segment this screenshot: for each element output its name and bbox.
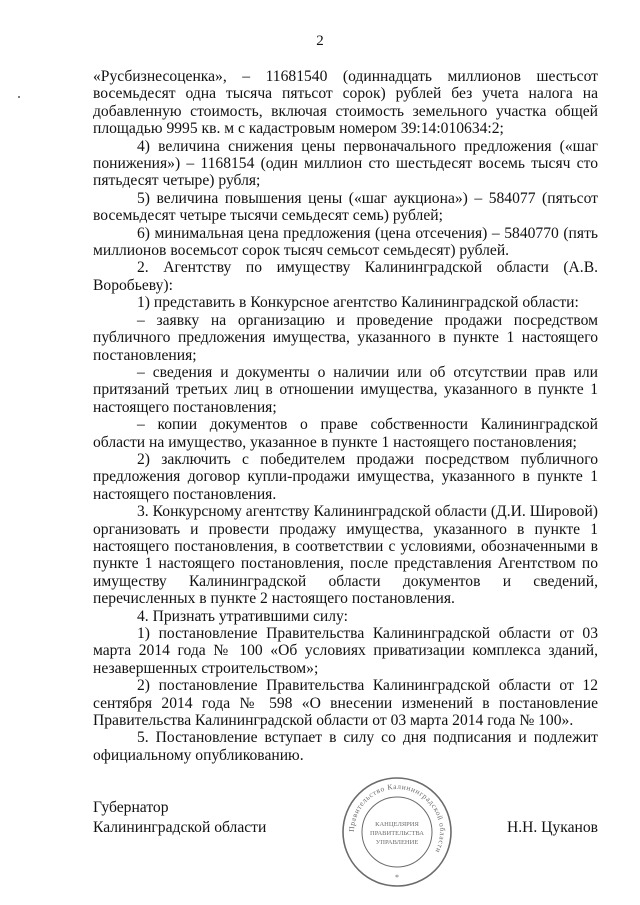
paragraph-section-3: 3. Конкурсному агентству Калининградской области (Д.И. Шировой) организовать и провести продажу имущества, указанного в пункте 1 настоящего постановления, в соответствии с условиями, обозначенными в пункте 1 настоящего постановления, после представления Агентством по имуществу Калининградской области документов и сведений, перечисленных в пункте 2 настоящего постановления. — [93, 503, 598, 608]
signatory-title-line2: Калининградской области — [93, 819, 267, 836]
paragraph-section-2: 2. Агентству по имуществу Калининградской области (А.В. Воробьеву): — [93, 259, 598, 294]
signatory-title-line1: Губернатор — [93, 799, 169, 816]
seal-star-icon: * — [395, 873, 399, 882]
signatory-title — [93, 798, 266, 838]
paragraph-section-2-item-1: 1) представить в Конкурсное агентство Калининградской области: — [137, 294, 579, 312]
paragraph-dash-request: – заявку на организацию и проведение продажи посредством публичного предложения имущества, указанного в пункте 1 настоящего постановления; — [93, 311, 598, 364]
official-seal — [341, 776, 453, 888]
paragraph-continuation: «Русбизнесоценка», – 11681540 (одиннадцать миллионов шестьсот восемьдесят одна тысяча пятьсот сорок) рублей без учета налога на добавленную стоимость, включая стоимость земельного участка общей площадью 9995 кв. м с кадастровым номером 39:14:010634:2; — [93, 68, 598, 138]
document-body — [93, 68, 598, 764]
seal-center-line3: УПРАВЛЕНИЕ — [375, 839, 419, 846]
seal-ring-text: Правительство Калининградской области — [346, 781, 448, 855]
paragraph-section-4: 4. Признать утратившими силу: — [137, 607, 348, 625]
page-number: 2 — [316, 33, 324, 49]
paragraph-section-4-item-2: 2) постановление Правительства Калининградской области от 12 сентября 2014 года № 598 «О внесении изменений в постановление Правительства Калининградской области от 03 марта 2014 года № 100». — [93, 677, 598, 730]
seal-center-line2: ПРАВИТЕЛЬСТВА — [370, 830, 424, 837]
paragraph-dash-copies: – копии документов о праве собственности Калининградской области на имущество, указанное в пункте 1 настоящего постановления; — [93, 416, 598, 451]
scan-speck — [18, 96, 20, 98]
paragraph-item-6: 6) минимальная цена предложения (цена отсечения) – 5840770 (пять миллионов восемьсот сорок тысяч семьсот семьдесят) рублей. — [93, 224, 598, 260]
signatory-name: Н.Н. Цуканов — [506, 819, 598, 836]
paragraph-item-5: 5) величина повышения цены («шаг аукциона») – 584077 (пятьсот восемьдесят четыре тысячи семьдесят семь) рублей; — [93, 189, 598, 225]
paragraph-section-4-item-1: 1) постановление Правительства Калининградской области от 03 марта 2014 года № 100 «Об условиях приватизации комплекса зданий, незавершенных строительством»; — [93, 625, 598, 677]
paragraph-section-2-item-2: 2) заключить с победителем продажи посредством публичного предложения договор купли-продажи имущества, указанного в пункте 1 настоящего постановления. — [93, 450, 598, 503]
paragraph-dash-info: – сведения и документы о наличии или об отсутствии прав или притязаний третьих лиц в отношении имущества, указанного в пункте 1 настоящего постановления; — [93, 363, 598, 416]
signature-block — [93, 776, 598, 896]
paragraph-item-4: 4) величина снижения цены первоначального предложения («шаг понижения») – 1168154 (один миллион сто шестьдесят восемь тысяч сто пятьдесят четыре) рубля; — [93, 137, 598, 190]
seal-center-line1: КАНЦЕЛЯРИЯ — [375, 821, 419, 828]
paragraph-section-5: 5. Постановление вступает в силу со дня подписания и подлежит официальному опубликованию. — [93, 729, 598, 764]
